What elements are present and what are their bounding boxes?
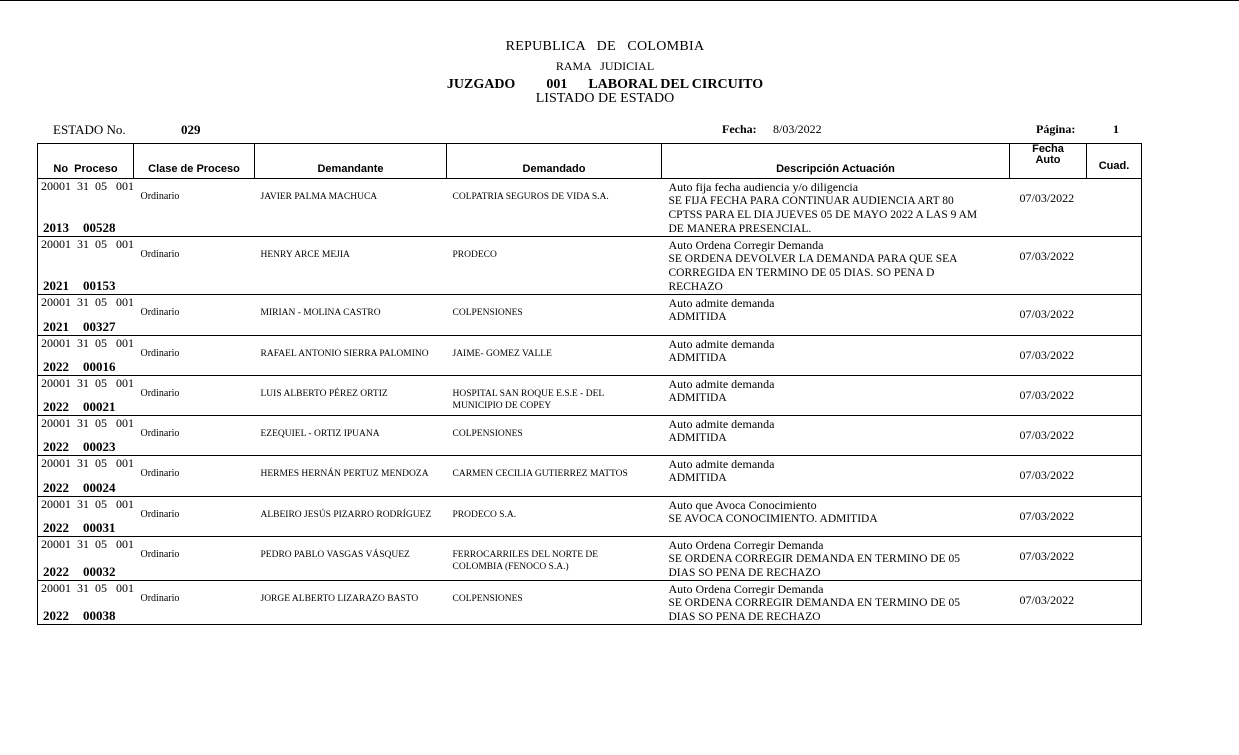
cell-fecha-auto — [1010, 179, 1087, 237]
descripcion — [662, 457, 989, 485]
descripcion — [662, 238, 989, 294]
demandado: PRODECO — [452, 250, 497, 260]
actuacion-titulo: Auto que Avoca Conocimiento — [668, 498, 817, 512]
fecha-auto: 07/03/2022 — [1019, 249, 1075, 263]
proceso-number — [38, 399, 130, 415]
proceso-year: 2021 — [43, 319, 69, 334]
proceso-code: 20001 31 05 001 — [41, 295, 134, 309]
proceso-radicado: 00327 — [83, 319, 116, 334]
cell-proceso — [38, 336, 134, 376]
actuacion-titulo: Auto admite demanda — [668, 417, 775, 431]
clase-proceso: Ordinario — [140, 468, 180, 479]
descripcion — [662, 337, 989, 365]
proceso-code: 20001 31 05 001 — [41, 237, 134, 251]
table-row — [38, 179, 1142, 237]
cell-demandado — [447, 295, 662, 336]
cell-fecha-auto — [1010, 416, 1087, 456]
cell-fecha-auto — [1010, 497, 1087, 537]
col-fecha-auto — [1010, 144, 1087, 179]
demandante: MIRIAN - MOLINA CASTRO — [260, 308, 381, 318]
cell-fecha-auto — [1010, 376, 1087, 416]
cell-proceso — [38, 416, 134, 456]
header-listado: LISTADO DE ESTADO — [535, 91, 675, 106]
cell-demandante — [255, 179, 447, 237]
cell-demandado — [447, 581, 662, 625]
clase-proceso: Ordinario — [140, 307, 180, 318]
col-demandante: Demandante — [255, 144, 447, 179]
demandado: COLPENSIONES — [452, 308, 523, 318]
proceso-radicado: 00021 — [83, 399, 116, 414]
proceso-code: 20001 31 05 001 — [41, 581, 134, 595]
clase-proceso: Ordinario — [140, 249, 180, 260]
demandado: COLPENSIONES — [452, 594, 523, 604]
cell-descripcion — [662, 497, 1010, 537]
table-row — [38, 416, 1142, 456]
juzgado-name: LABORAL DEL CIRCUITO — [588, 77, 764, 92]
cell-demandante — [255, 237, 447, 295]
col-proceso: No Proceso — [38, 144, 134, 179]
descripcion — [662, 582, 989, 624]
cell-clase — [134, 581, 255, 625]
proceso-year: 2013 — [43, 220, 69, 235]
demandante: JAVIER PALMA MACHUCA — [260, 192, 378, 202]
actuacion-detalle: SE ORDENA CORREGIR DEMANDA EN TERMINO DE 05 DIAS SO PENA DE RECHAZO — [668, 597, 960, 623]
proceso-radicado: 00038 — [83, 608, 116, 623]
proceso-number — [38, 220, 130, 236]
clase-proceso: Ordinario — [140, 348, 180, 359]
estado-table — [37, 143, 1142, 625]
cell-descripcion — [662, 336, 1010, 376]
cell-descripcion — [662, 416, 1010, 456]
cell-clase — [134, 179, 255, 237]
col-descripcion: Descripción Actuación — [662, 144, 1010, 179]
proceso-code: 20001 31 05 001 — [41, 497, 134, 511]
actuacion-titulo: Auto admite demanda — [668, 377, 775, 391]
cell-clase — [134, 237, 255, 295]
clase-proceso: Ordinario — [140, 509, 180, 520]
col-fecha-auto-line1: Fecha — [1032, 143, 1064, 155]
cell-demandante — [255, 497, 447, 537]
proceso-year: 2022 — [43, 439, 69, 454]
cell-cuad — [1087, 295, 1142, 336]
demandado: FERROCARRILES DEL NORTE DE COLOMBIA (FENOCO S.A.) — [452, 550, 599, 572]
cell-demandado — [447, 336, 662, 376]
cell-demandante — [255, 336, 447, 376]
table-row — [38, 537, 1142, 581]
cell-clase — [134, 416, 255, 456]
demandante: RAFAEL ANTONIO SIERRA PALOMINO — [260, 349, 429, 359]
proceso-radicado: 00023 — [83, 439, 116, 454]
juzgado-number: 001 — [546, 77, 568, 92]
actuacion-titulo: Auto Ordena Corregir Demanda — [668, 582, 824, 596]
cell-cuad — [1087, 581, 1142, 625]
actuacion-detalle: SE ORDENA DEVOLVER LA DEMANDA PARA QUE SEA CORREGIDA EN TERMINO DE 05 DIAS. SO PENA D RECHAZO — [668, 253, 957, 293]
fecha-value: 8/03/2022 — [773, 122, 822, 136]
demandado: PRODECO S.A. — [452, 510, 517, 520]
proceso-code: 20001 31 05 001 — [41, 179, 134, 193]
cell-demandado — [447, 497, 662, 537]
col-clase: Clase de Proceso — [134, 144, 255, 179]
actuacion-titulo: Auto Ordena Corregir Demanda — [668, 238, 824, 252]
demandante: HENRY ARCE MEJIA — [260, 250, 350, 260]
fecha-auto: 07/03/2022 — [1019, 468, 1075, 482]
cell-fecha-auto — [1010, 581, 1087, 625]
cell-cuad — [1087, 336, 1142, 376]
actuacion-titulo: Auto fija fecha audiencia y/o diligencia — [668, 180, 859, 194]
pagina-value: 1 — [1113, 122, 1119, 136]
cell-proceso — [38, 581, 134, 625]
table-row — [38, 295, 1142, 336]
cell-proceso — [38, 537, 134, 581]
table-row — [38, 497, 1142, 537]
descripcion — [662, 417, 989, 445]
cell-demandado — [447, 237, 662, 295]
descripcion — [662, 498, 989, 526]
cell-proceso — [38, 295, 134, 336]
proceso-year: 2022 — [43, 480, 69, 495]
table-header-row — [38, 144, 1142, 179]
descripcion — [662, 296, 989, 324]
demandante: HERMES HERNÁN PERTUZ MENDOZA — [260, 469, 429, 479]
actuacion-titulo: Auto admite demanda — [668, 337, 775, 351]
fecha-auto: 07/03/2022 — [1019, 388, 1075, 402]
demandado: COLPATRIA SEGUROS DE VIDA S.A. — [452, 192, 609, 202]
cell-descripcion — [662, 456, 1010, 497]
demandante: ALBEIRO JESÚS PIZARRO RODRÍGUEZ — [260, 510, 432, 520]
table-row — [38, 376, 1142, 416]
proceso-year: 2022 — [43, 608, 69, 623]
cell-descripcion — [662, 581, 1010, 625]
cell-proceso — [38, 237, 134, 295]
actuacion-detalle: SE FIJA FECHA PARA CONTINUAR AUDIENCIA ART 80 CPTSS PARA EL DIA JUEVES 05 DE MAYO 2022 A LAS 9 AM DE MANERA PRESENCIAL. — [668, 195, 978, 235]
cell-cuad — [1087, 537, 1142, 581]
proceso-year: 2022 — [43, 520, 69, 535]
proceso-number — [38, 319, 130, 335]
fecha-auto: 07/03/2022 — [1019, 428, 1075, 442]
proceso-code: 20001 31 05 001 — [41, 537, 134, 551]
fecha-auto: 07/03/2022 — [1019, 307, 1075, 321]
demandante: EZEQUIEL - ORTIZ IPUANA — [260, 429, 380, 439]
table-row — [38, 581, 1142, 625]
cell-proceso — [38, 179, 134, 237]
demandante: LUIS ALBERTO PÉREZ ORTIZ — [260, 389, 388, 399]
proceso-radicado: 00016 — [83, 359, 116, 374]
proceso-radicado: 00153 — [83, 278, 116, 293]
actuacion-detalle: ADMITIDA — [668, 392, 727, 404]
demandado: COLPENSIONES — [452, 429, 523, 439]
estado-value: 029 — [181, 122, 201, 137]
clase-proceso: Ordinario — [140, 388, 180, 399]
cell-demandado — [447, 416, 662, 456]
cell-fecha-auto — [1010, 456, 1087, 497]
demandante: JORGE ALBERTO LIZARAZO BASTO — [260, 594, 419, 604]
header-republica: REPUBLICA DE COLOMBIA — [505, 39, 705, 54]
cell-clase — [134, 376, 255, 416]
col-demandado: Demandado — [447, 144, 662, 179]
juzgado-label: JUZGADO — [446, 77, 516, 92]
table-row — [38, 456, 1142, 497]
clase-proceso: Ordinario — [140, 593, 180, 604]
header-rama-judicial: RAMA JUDICIAL — [555, 59, 655, 73]
proceso-number — [38, 278, 130, 294]
cell-clase — [134, 295, 255, 336]
descripcion — [662, 377, 989, 405]
cell-demandado — [447, 179, 662, 237]
cell-clase — [134, 336, 255, 376]
cell-cuad — [1087, 376, 1142, 416]
cell-demandante — [255, 295, 447, 336]
actuacion-detalle: SE ORDENA CORREGIR DEMANDA EN TERMINO DE 05 DIAS SO PENA DE RECHAZO — [668, 553, 960, 579]
clase-proceso: Ordinario — [140, 549, 180, 560]
proceso-number — [38, 480, 130, 496]
fecha-auto: 07/03/2022 — [1019, 191, 1075, 205]
fecha-label: Fecha: — [722, 122, 757, 136]
cell-cuad — [1087, 179, 1142, 237]
cell-proceso — [38, 456, 134, 497]
proceso-number — [38, 564, 130, 580]
table-row — [38, 237, 1142, 295]
col-fecha-auto-line2: Auto — [1035, 154, 1061, 166]
cell-fecha-auto — [1010, 537, 1087, 581]
clase-proceso: Ordinario — [140, 428, 180, 439]
cell-demandante — [255, 376, 447, 416]
proceso-year: 2022 — [43, 564, 69, 579]
cell-clase — [134, 497, 255, 537]
demandante: PEDRO PABLO VASGAS VÁSQUEZ — [260, 550, 410, 560]
proceso-radicado: 00031 — [83, 520, 116, 535]
cell-demandante — [255, 416, 447, 456]
cell-descripcion — [662, 179, 1010, 237]
proceso-year: 2022 — [43, 399, 69, 414]
proceso-radicado: 00024 — [83, 480, 116, 495]
pagina-label: Página: — [1036, 122, 1076, 136]
actuacion-titulo: Auto Ordena Corregir Demanda — [668, 538, 824, 552]
actuacion-detalle: SE AVOCA CONOCIMIENTO. ADMITIDA — [668, 513, 878, 525]
cell-descripcion — [662, 237, 1010, 295]
actuacion-detalle: ADMITIDA — [668, 352, 727, 364]
demandado: HOSPITAL SAN ROQUE E.S.E - DEL MUNICIPIO DE COPEY — [452, 389, 604, 411]
actuacion-detalle: ADMITIDA — [668, 472, 727, 484]
cell-cuad — [1087, 416, 1142, 456]
cell-clase — [134, 456, 255, 497]
proceso-code: 20001 31 05 001 — [41, 456, 134, 470]
fecha-auto: 07/03/2022 — [1019, 348, 1075, 362]
table-row — [38, 336, 1142, 376]
proceso-radicado: 00528 — [83, 220, 116, 235]
descripcion — [662, 538, 989, 580]
proceso-code: 20001 31 05 001 — [41, 336, 134, 350]
cell-demandante — [255, 581, 447, 625]
actuacion-titulo: Auto admite demanda — [668, 457, 775, 471]
demandado: JAIME- GOMEZ VALLE — [452, 349, 552, 359]
descripcion — [662, 180, 989, 236]
demandado: CARMEN CECILIA GUTIERREZ MATTOS — [452, 469, 628, 479]
proceso-code: 20001 31 05 001 — [41, 416, 134, 430]
cell-fecha-auto — [1010, 295, 1087, 336]
clase-proceso: Ordinario — [140, 191, 180, 202]
proceso-year: 2022 — [43, 359, 69, 374]
proceso-number — [38, 359, 130, 375]
cell-proceso — [38, 376, 134, 416]
cell-descripcion — [662, 295, 1010, 336]
cell-cuad — [1087, 456, 1142, 497]
top-border-line — [0, 0, 1239, 1]
actuacion-detalle: ADMITIDA — [668, 432, 727, 444]
fecha-auto: 07/03/2022 — [1019, 549, 1075, 563]
proceso-number — [38, 439, 130, 455]
cell-fecha-auto — [1010, 237, 1087, 295]
proceso-number — [38, 520, 130, 536]
cell-demandante — [255, 456, 447, 497]
fecha-auto: 07/03/2022 — [1019, 509, 1075, 523]
estado-label: ESTADO No. — [53, 122, 126, 137]
proceso-code: 20001 31 05 001 — [41, 376, 134, 390]
fecha-auto: 07/03/2022 — [1019, 593, 1075, 607]
cell-clase — [134, 537, 255, 581]
cell-proceso — [38, 497, 134, 537]
cell-demandante — [255, 537, 447, 581]
cell-descripcion — [662, 537, 1010, 581]
cell-cuad — [1087, 237, 1142, 295]
cell-demandado — [447, 376, 662, 416]
cell-demandado — [447, 456, 662, 497]
proceso-radicado: 00032 — [83, 564, 116, 579]
cell-demandado — [447, 537, 662, 581]
actuacion-detalle: ADMITIDA — [668, 311, 727, 323]
actuacion-titulo: Auto admite demanda — [668, 296, 775, 310]
proceso-year: 2021 — [43, 278, 69, 293]
cell-descripcion — [662, 376, 1010, 416]
col-cuad: Cuad. — [1087, 144, 1142, 179]
cell-fecha-auto — [1010, 336, 1087, 376]
cell-cuad — [1087, 497, 1142, 537]
proceso-number — [38, 608, 130, 624]
